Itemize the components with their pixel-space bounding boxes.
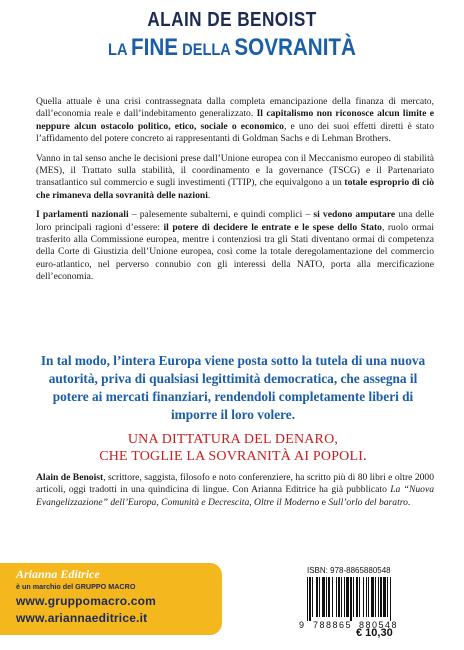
- text: Quella attuale è una crisi contrassegnata dalla completa emancipazione della finanza di mercato, dall’economia reale e dall’indebitamento generalizzato.: [36, 96, 434, 120]
- isbn-label: ISBN: 978-8865880548: [307, 566, 391, 575]
- barcode-bar: [356, 577, 358, 617]
- barcode-bar: [346, 577, 349, 617]
- bio-name: Alain de Benoist: [36, 472, 104, 483]
- bold-text: totale esproprio di ciò che rimaneva della sovranità delle nazioni: [36, 177, 435, 201]
- barcode-bar: [326, 577, 327, 617]
- bold-text: il potere di decidere le entrate e le spese dello Stato: [163, 221, 382, 233]
- bio-text: .: [407, 496, 411, 508]
- publisher-url-arianna[interactable]: www.ariannaeditrice.it: [16, 611, 148, 625]
- author-name: ALAIN DE BENOIST: [147, 9, 317, 31]
- barcode-bar: [332, 577, 333, 617]
- title-word-sovranita: SOVRANITÀ: [234, 34, 356, 61]
- barcode-bar: [312, 577, 313, 617]
- tagline-line-1: UNA DITTATURA DEL DENARO,: [127, 432, 339, 447]
- barcode-bar: [341, 577, 342, 617]
- blurb-paragraph-2: [36, 153, 434, 203]
- title-article: LA: [108, 40, 132, 59]
- barcode-bar: [359, 577, 360, 617]
- publisher-url-macro[interactable]: www.gruppomacro.com: [16, 594, 157, 608]
- text: – palesemente subalterni, e quindi complici –: [128, 209, 314, 221]
- barcode-icon: [297, 577, 427, 629]
- barcode-digits: 9: [299, 620, 306, 629]
- bio-text: e: [319, 496, 329, 508]
- text: , e uno dei suoi effetti diretti è stato l’affidamento del potere concreto ai rappresentanti di Goldman Sachs e di Lehman Brothers.: [36, 120, 434, 145]
- bold-text: si vedono amputare: [313, 209, 396, 221]
- price-label: € 10,30: [356, 627, 393, 639]
- bold-text: Il capitalismo non riconosce alcun limite e neppure alcun ostacolo politico, etico, sociale o economico: [36, 108, 434, 132]
- highlight-statement: In tal modo, l’intera Europa viene posta sotto la tutela di una nuova autorità, priva di qualsiasi legittimità democratica, che assegna il potere ai mercati finanziari, rendendoli completamente liberi di imporre il loro volere.: [40, 353, 426, 422]
- author-bio: [36, 472, 434, 509]
- barcode-digits: 880548: [359, 620, 399, 629]
- barcode-bar: [322, 577, 325, 617]
- title-word-fine: FINE: [131, 34, 179, 61]
- blurb-paragraph-1: [36, 96, 434, 146]
- tagline-dot: .: [363, 449, 367, 464]
- red-tagline: [30, 431, 436, 465]
- barcode-bar: [328, 577, 330, 617]
- tagline-line-2: [30, 448, 436, 465]
- barcode-bar: [383, 577, 386, 617]
- publisher-box: [0, 563, 222, 635]
- barcode-bar: [307, 577, 308, 621]
- barcode-bar: [380, 577, 382, 617]
- bio-book: Sull’orlo del baratro: [328, 496, 408, 508]
- text: .: [207, 189, 211, 201]
- bio-books: La “Nuova Evangelizzazione” dell’Europa, Comunità e Decrescita, Oltre il Moderno: [36, 484, 435, 508]
- barcode-bar: [309, 577, 311, 621]
- bold-text: I parlamenti nazionali: [36, 209, 129, 221]
- barcode-bar: [336, 577, 337, 617]
- publisher-note: è un marchio del GRUPPO MACRO: [16, 582, 136, 591]
- text: , ruolo ormai trasferito alla Commissione europea, mentre i contenziosi tra gli Stati diventano ormai di competenza della Corte di Giustizia dell’Unione europea, così come la totale deregolamentazione del commercio euro-atlantico, nel perverso connubio con gli interessi della NATO, porta alla mercificazione dell’economia.: [36, 221, 434, 283]
- title-word-della: DELLA: [178, 40, 235, 59]
- barcode-bar: [375, 577, 376, 617]
- barcode-bar: [368, 577, 369, 617]
- barcode-bar: [387, 577, 388, 617]
- bio-text: , scrittore, saggista, filosofo e noto conferenziere, ha scritto più di 80 libri e oltre 2000 articoli, oggi tradotti in una quindicina di lingue. Con Arianna Editrice ha già pubblicato: [36, 472, 435, 496]
- blurb-body: [36, 96, 434, 291]
- barcode-bar: [338, 577, 340, 617]
- barcode-bar: [350, 577, 352, 621]
- barcode-bar: [353, 577, 354, 617]
- barcode-bar: [378, 577, 379, 617]
- blurb-paragraph-3: [36, 209, 434, 283]
- barcode-bar: [363, 577, 364, 617]
- barcode-bar: [371, 577, 374, 617]
- text: una delle loro principali ragioni d’essere:: [36, 209, 434, 233]
- barcode-bar: [316, 577, 318, 617]
- barcode-bar: [344, 577, 345, 617]
- barcode-bar: [390, 577, 391, 621]
- cover-header: [0, 8, 464, 64]
- barcode-digits: 788865: [313, 620, 353, 629]
- publisher-logo: Arianna Editrice: [16, 567, 100, 581]
- text: Vanno in tal senso anche le decisioni prese dall’Unione europea con il Meccanismo europeo di stabilità (MES), il Trattato sulla stabilità, il coordinamento e la governance (TSCG) e il Partenariato transatlantico sul commercio e sugli investimenti (TTIP), che equivalgono a un: [36, 152, 434, 189]
- barcode-bar: [366, 577, 367, 617]
- book-title: [32, 34, 431, 64]
- barcode-bar: [319, 577, 320, 617]
- tagline-text: CHE TOGLIE LA SOVRANITÀ AI POPOLI: [99, 449, 364, 464]
